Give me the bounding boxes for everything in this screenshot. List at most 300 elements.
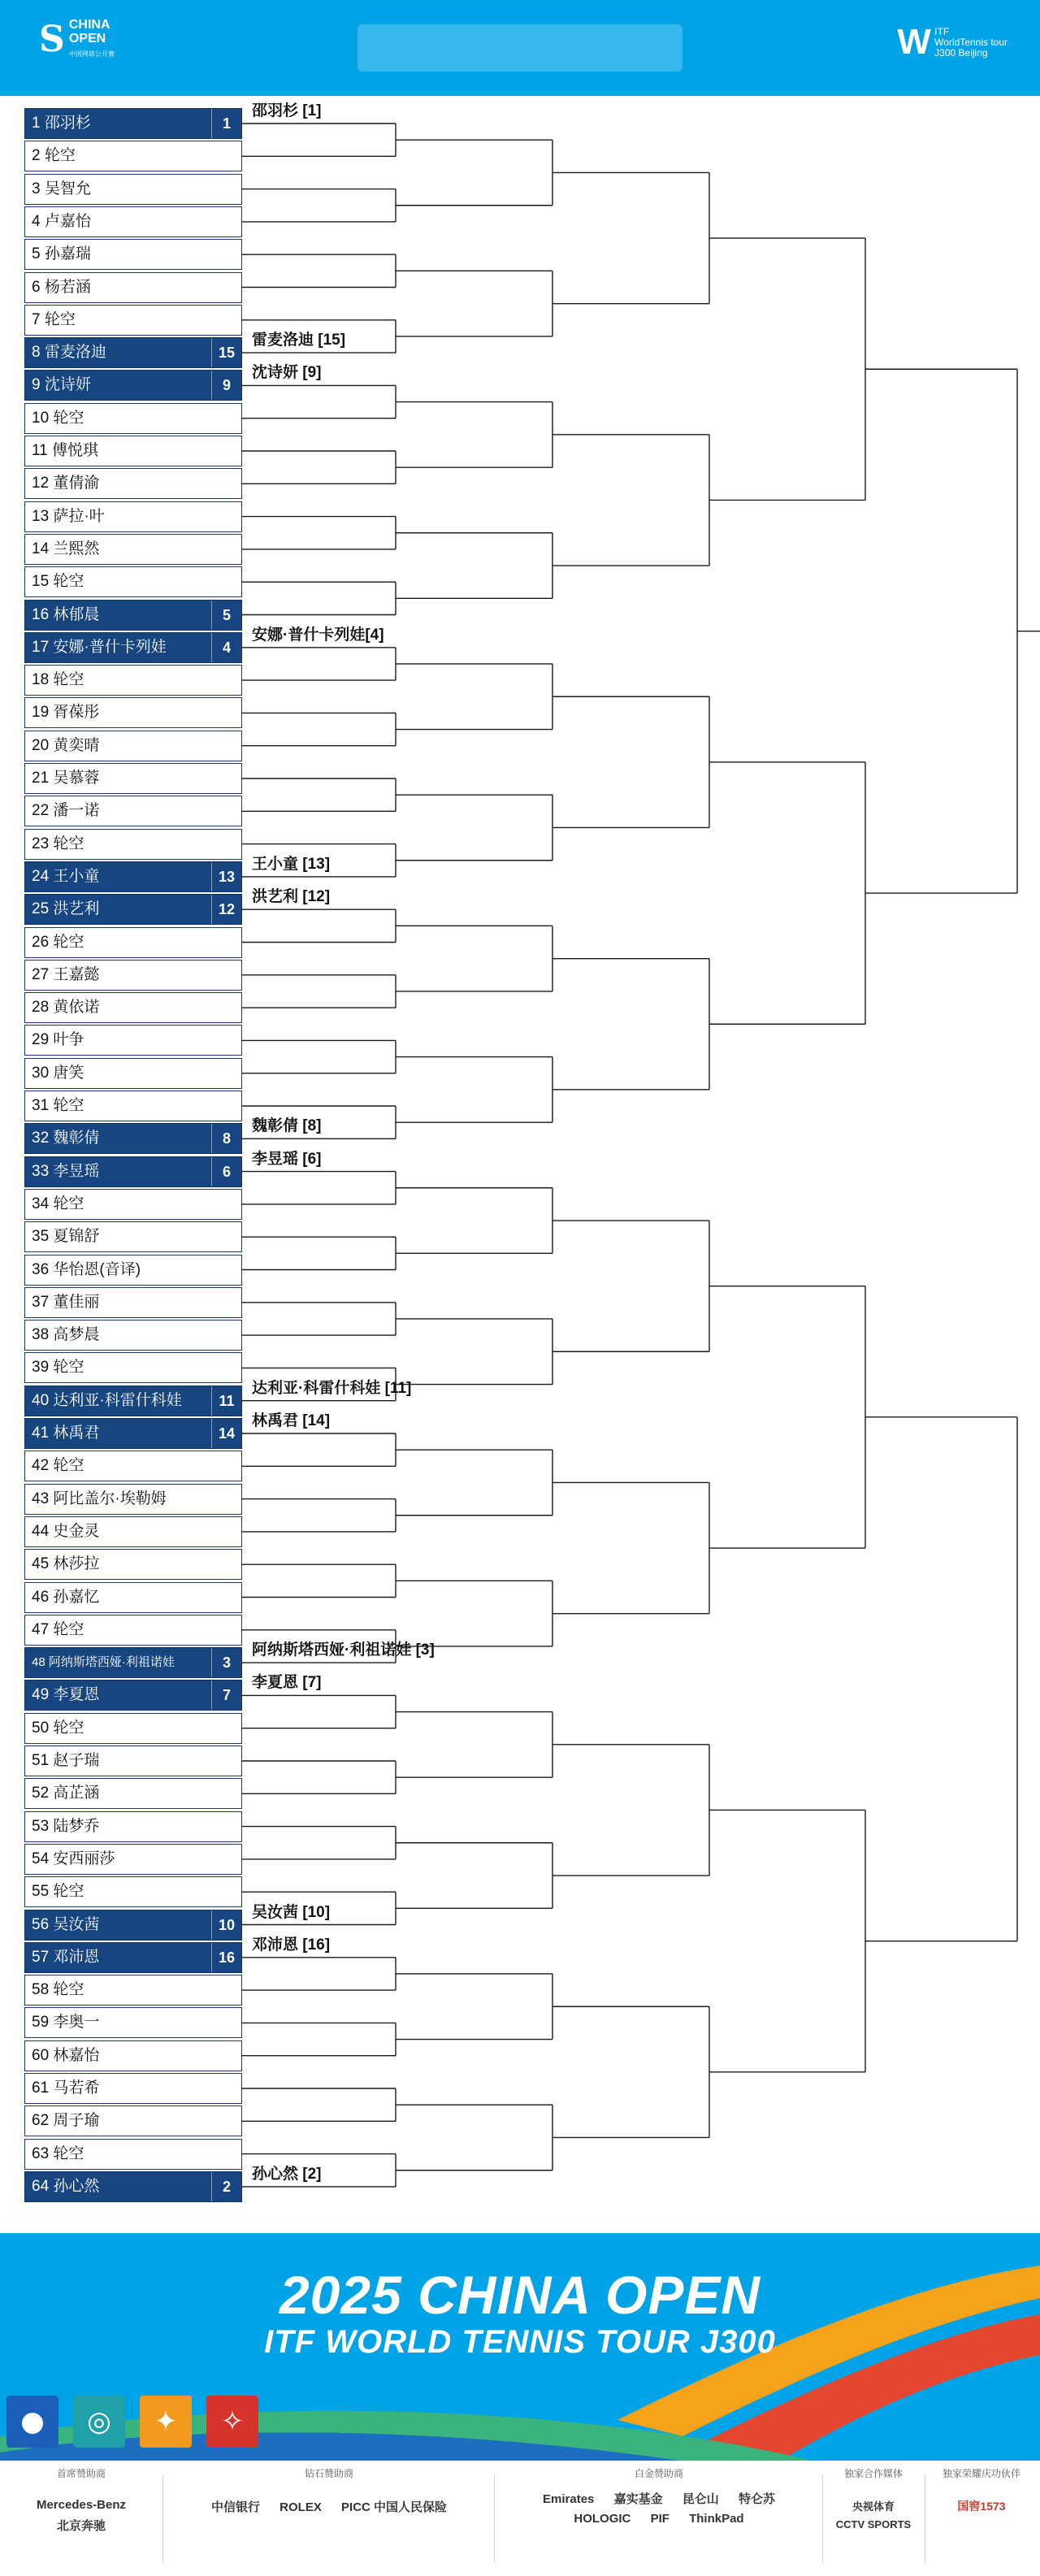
player-name <box>32 633 167 662</box>
draw-slot[interactable] <box>24 1221 242 1252</box>
draw-slot[interactable] <box>24 1189 242 1220</box>
draw-slot[interactable] <box>24 108 242 139</box>
sponsor-logo-kunlunshan[interactable]: 昆仑山 <box>682 2492 719 2506</box>
sponsor-group-title <box>8 2467 154 2569</box>
logo-line1: CHINA <box>68 18 110 32</box>
draw-position: 6 <box>32 278 41 296</box>
player-name-text: 轮空 <box>53 573 84 591</box>
draw-slot[interactable] <box>24 174 242 205</box>
player-name-text: 林嘉怡 <box>53 2046 100 2064</box>
sponsor-group-platinum <box>500 2467 817 2569</box>
player-figure-icon: ✦ <box>140 2396 192 2448</box>
draw-slot[interactable] <box>24 1418 242 1449</box>
advancer-label: 雷麦洛迪 [15] <box>252 332 346 349</box>
sponsor-caption: 白金赞助商 <box>634 2468 683 2479</box>
player-name-text: 王小童 <box>53 867 100 885</box>
draw-slot[interactable] <box>24 1484 242 1515</box>
draw-slot[interactable] <box>24 2040 242 2071</box>
itf-line1: ITF <box>934 25 950 37</box>
player-name-text: 林禹君 <box>53 1425 100 1442</box>
draw-slot[interactable] <box>24 206 242 237</box>
draw-position: 47 <box>32 1620 50 1638</box>
draw-position: 21 <box>32 770 50 787</box>
logo-subtitle: 中国网球公开赛 <box>68 50 115 58</box>
seed-badge: 2 <box>211 2172 241 2201</box>
player-name <box>32 1419 99 1448</box>
draw-position: 19 <box>32 704 50 722</box>
seed-badge: 4 <box>211 633 241 662</box>
draw-slot[interactable] <box>24 239 242 270</box>
player-name <box>32 1615 84 1645</box>
draw-slot[interactable] <box>24 370 242 401</box>
player-name <box>32 2041 99 2071</box>
draw-slot[interactable] <box>24 1975 242 2006</box>
draw-slot[interactable] <box>24 1025 242 1056</box>
draw-position: 38 <box>32 1326 50 1344</box>
draw-slot[interactable] <box>24 1287 242 1318</box>
player-name-text: 轮空 <box>53 671 84 689</box>
draw-position: 53 <box>32 1817 50 1835</box>
draw-slot[interactable] <box>24 829 242 860</box>
player-name-text: 王嘉懿 <box>53 965 100 983</box>
player-name <box>32 2074 99 2103</box>
draw-position: 31 <box>32 1097 50 1114</box>
player-name <box>32 1485 167 1514</box>
draw-position: 34 <box>32 1195 50 1212</box>
player-name <box>32 731 99 761</box>
player-name-text: 夏锦舒 <box>53 1228 100 1246</box>
draw-position: 64 <box>32 2177 50 2195</box>
player-name-text: 阿比盖尔·埃勒姆 <box>53 1490 167 1507</box>
draw-slot[interactable] <box>24 1876 242 1907</box>
draw-position: 5 <box>32 245 41 263</box>
sponsor-caption: 首席赞助商 <box>56 2468 106 2479</box>
draw-slot[interactable] <box>24 566 242 597</box>
draw-position: 62 <box>32 2112 50 2130</box>
draw-slot[interactable] <box>24 337 242 368</box>
player-name-text: 李昱瑶 <box>53 1162 100 1180</box>
sponsor-caption: 独家合作媒体 <box>843 2468 903 2479</box>
advancer-label: 邓沛恩 [16] <box>252 1936 331 1954</box>
advancer-label: 李昱瑶 [6] <box>252 1150 322 1168</box>
player-name-text: 轮空 <box>53 1097 84 1114</box>
draw-slot[interactable] <box>24 1844 242 1875</box>
sponsor-logo-bbac[interactable]: 北京奔驰 <box>56 2519 106 2533</box>
player-name-text: 达利亚·科雷什科娃 <box>53 1391 182 1409</box>
draw-position: 26 <box>32 933 50 951</box>
sponsor-logo-cctv[interactable]: 央视体育 <box>852 2500 895 2513</box>
advancer-label: 魏彰倩 [8] <box>252 1117 322 1135</box>
player-name <box>32 895 99 924</box>
itf-line2: WorldTennis tour <box>934 36 1008 48</box>
sponsor-caption: 独家荣耀庆功伙伴 <box>942 2468 1020 2479</box>
draw-position: 41 <box>32 1425 50 1442</box>
draw-position: 50 <box>32 1719 50 1737</box>
advancer-label: 阿纳斯塔西娅·利祖诺娃 [3] <box>252 1641 435 1659</box>
draw-slot[interactable] <box>24 1091 242 1121</box>
seed-badge: 11 <box>211 1386 241 1416</box>
draw-position: 12 <box>32 475 50 492</box>
player-name <box>32 1255 141 1285</box>
player-name <box>32 1583 99 1612</box>
player-name <box>32 469 99 498</box>
player-name <box>32 666 84 695</box>
seed-badge: 1 <box>211 109 241 138</box>
player-name <box>32 1026 84 1055</box>
tennis-ball-icon: ● <box>6 2396 58 2448</box>
player-name <box>32 1943 99 1972</box>
draw-slot[interactable] <box>24 894 242 925</box>
draw-slot[interactable] <box>24 927 242 958</box>
player-name-text: 黄奕晴 <box>53 736 100 754</box>
player-name <box>32 1157 99 1186</box>
player-name <box>32 2008 99 2037</box>
player-name-text: 轮空 <box>53 1883 84 1901</box>
player-name <box>32 1680 99 1710</box>
sponsor-group-diamond <box>171 2467 488 2569</box>
draw-position: 3 <box>32 180 41 197</box>
sponsor-logo-mercedes[interactable]: Mercedes-Benz <box>36 2498 127 2512</box>
player-name <box>32 436 98 466</box>
draw-slot[interactable] <box>24 632 242 663</box>
sponsor-logo-guojiao[interactable]: 国窖1573 <box>957 2500 1006 2513</box>
seed-badge: 3 <box>211 1648 241 1677</box>
player-name <box>32 830 84 859</box>
draw-position: 23 <box>32 835 50 852</box>
player-name-text: 董倩渝 <box>53 475 100 492</box>
sponsor-logo-citic[interactable]: 中信银行 <box>210 2500 260 2514</box>
draw-slot[interactable] <box>24 1680 242 1711</box>
advancer-label: 安娜·普什卡列娃[4] <box>252 626 384 644</box>
player-name-text: 安西丽莎 <box>53 1850 115 1867</box>
draw-position: 10 <box>32 409 50 427</box>
footer-title-line2: ITF WORLD TENNIS TOUR J300 <box>264 2324 776 2360</box>
seed-badge: 9 <box>211 371 241 400</box>
draw-slot[interactable] <box>24 861 242 892</box>
draw-slot[interactable] <box>24 403 242 434</box>
player-name <box>32 928 84 957</box>
player-name <box>32 2172 99 2201</box>
draw-slot[interactable] <box>24 796 242 826</box>
player-name-text: 李夏恩 <box>53 1686 100 1704</box>
draw-slot[interactable] <box>24 731 242 761</box>
player-name <box>32 1321 99 1350</box>
draw-slot[interactable] <box>24 960 242 991</box>
draw-slot[interactable] <box>24 1713 242 1744</box>
advancer-label: 孙心然 [2] <box>252 2165 322 2183</box>
player-name <box>32 764 99 793</box>
player-name-text: 兰熙然 <box>53 540 100 557</box>
draw-slot[interactable] <box>24 1647 242 1678</box>
seed-badge: 12 <box>211 895 241 924</box>
player-name-text: 轮空 <box>53 835 84 852</box>
sponsor-logo-thinkpad[interactable]: ThinkPad <box>689 2512 744 2526</box>
player-name <box>32 1877 84 1906</box>
draw-position: 61 <box>32 2079 50 2097</box>
player-name <box>32 1845 115 1874</box>
seed-badge: 10 <box>211 1910 241 1940</box>
draw-slot[interactable] <box>24 1778 242 1809</box>
player-name <box>32 2140 84 2169</box>
draw-slot[interactable] <box>24 1058 242 1089</box>
draw-slot[interactable] <box>24 534 242 565</box>
draw-position: 27 <box>32 965 50 983</box>
player-name <box>32 1812 99 1841</box>
advancer-label: 邵羽杉 [1] <box>252 102 322 119</box>
player-name <box>32 1779 99 1808</box>
draw-position: 9 <box>32 376 41 394</box>
sponsor-group-media <box>826 2467 921 2569</box>
player-name <box>32 698 99 727</box>
player-name-text: 轮空 <box>44 147 76 165</box>
draw-slot[interactable] <box>24 1549 242 1580</box>
player-name-text: 轮空 <box>53 1195 84 1212</box>
draw-slot[interactable] <box>24 1451 242 1481</box>
player-name-text: 轮空 <box>53 933 84 951</box>
advancer-label: 李夏恩 [7] <box>252 1674 322 1692</box>
draw-position: 40 <box>32 1391 50 1409</box>
player-name <box>32 1091 84 1121</box>
sponsor-caption: 钻石赞助商 <box>304 2468 353 2479</box>
player-name-text: 林莎拉 <box>53 1555 100 1573</box>
racket-player-icon: ✧ <box>206 2396 258 2448</box>
draw-position: 46 <box>32 1588 50 1606</box>
draw-position: 17 <box>32 638 50 656</box>
player-name-text: 唐笑 <box>53 1064 84 1082</box>
player-name <box>32 1222 99 1251</box>
player-name <box>32 2106 99 2136</box>
itf-w-icon: W <box>897 22 931 62</box>
player-name-text: 周子瑜 <box>53 2112 100 2130</box>
player-name-text: 沈诗妍 <box>44 376 91 394</box>
player-name <box>32 1059 84 1088</box>
draw-slot[interactable] <box>24 1156 242 1187</box>
player-name-text: 轮空 <box>53 409 84 427</box>
draw-position: 14 <box>32 540 50 557</box>
seed-badge: 5 <box>211 601 241 630</box>
player-name <box>32 862 99 891</box>
seed-badge: 13 <box>211 862 241 891</box>
player-name <box>32 404 84 433</box>
player-name <box>32 993 99 1022</box>
advancer-label: 洪艺利 [12] <box>252 888 331 906</box>
draw-position: 44 <box>32 1522 50 1540</box>
sponsor-logo-pif[interactable]: PIF <box>650 2512 670 2526</box>
draw-position: 20 <box>32 736 50 754</box>
player-name-text: 轮空 <box>53 1620 84 1638</box>
draw-position: 13 <box>32 507 50 525</box>
draw-position: 42 <box>32 1457 50 1475</box>
footer-banner <box>0 2233 1040 2576</box>
sponsor-logo-rolex[interactable]: ROLEX <box>280 2500 322 2514</box>
sponsor-logo-telunsu[interactable]: 特仑苏 <box>738 2492 775 2506</box>
player-name <box>32 306 76 335</box>
player-name <box>32 207 91 236</box>
draw-position: 2 <box>32 147 41 165</box>
seed-badge: 14 <box>211 1419 241 1448</box>
advancer-label: 达利亚·科雷什科娃 [11] <box>252 1379 412 1397</box>
draw-slot[interactable] <box>24 2139 242 2170</box>
player-name-text: 孙心然 <box>53 2177 100 2195</box>
sponsor-divider <box>162 2475 163 2563</box>
player-name <box>32 1124 99 1153</box>
sponsor-logo-picc[interactable]: PICC 中国人民保险 <box>341 2500 448 2514</box>
draw-position: 8 <box>32 344 41 362</box>
draw-slot[interactable] <box>24 1516 242 1547</box>
draw-position: 56 <box>32 1915 50 1933</box>
advancer-label: 沈诗妍 [9] <box>252 364 322 382</box>
draw-position: 7 <box>32 310 41 328</box>
player-name-text: 华怡恩(音译) <box>53 1260 141 1278</box>
draw-slot[interactable] <box>24 1942 242 1973</box>
player-name <box>32 141 76 171</box>
draw-slot[interactable] <box>24 1811 242 1842</box>
player-name-text: 潘一诺 <box>53 802 100 820</box>
player-name-text: 阿纳斯塔西娅·利祖诺娃 <box>48 1655 175 1670</box>
draw-slot[interactable] <box>24 1255 242 1286</box>
player-name-text: 萨拉·叶 <box>53 507 105 525</box>
player-name-text: 董佳丽 <box>53 1293 100 1311</box>
advancer-label: 吴汝茜 [10] <box>252 1903 331 1921</box>
draw-slot[interactable] <box>24 1386 242 1416</box>
draw-position: 36 <box>32 1260 50 1278</box>
draw-slot[interactable] <box>24 436 242 466</box>
player-name-text: 轮空 <box>53 1359 84 1377</box>
itf-line3: J300 Beijing <box>934 46 988 59</box>
draw-position: 45 <box>32 1555 50 1573</box>
draw-slot[interactable] <box>24 2007 242 2038</box>
seed-badge: 16 <box>211 1943 241 1972</box>
player-name-text: 孙嘉忆 <box>53 1588 100 1606</box>
draw-slot[interactable] <box>24 1746 242 1776</box>
draw-slot[interactable] <box>24 665 242 696</box>
player-name <box>32 371 91 400</box>
draw-position: 51 <box>32 1752 50 1769</box>
player-name-text: 胥葆彤 <box>53 704 100 722</box>
seed-badge: 15 <box>211 338 241 367</box>
draw-slot[interactable] <box>24 1123 242 1154</box>
player-name-text: 洪艺利 <box>53 900 100 918</box>
draw-slot[interactable] <box>24 1320 242 1351</box>
draw-position: 52 <box>32 1785 50 1802</box>
player-name <box>32 601 99 630</box>
draw-position: 15 <box>32 573 50 591</box>
player-name-text: 孙嘉瑞 <box>44 245 91 263</box>
sponsor-divider <box>822 2475 823 2563</box>
draw-slot[interactable] <box>24 2171 242 2202</box>
draw-slot[interactable] <box>24 2073 242 2104</box>
player-name <box>32 1190 84 1219</box>
footer-title-line1: 2025 CHINA OPEN <box>279 2265 761 2325</box>
player-name-text: 魏彰倩 <box>53 1130 100 1147</box>
draw-position: 1 <box>32 115 41 132</box>
draw-position: 63 <box>32 2144 50 2162</box>
player-name-text: 史金灵 <box>53 1522 100 1540</box>
player-name-text: 邵羽杉 <box>44 115 91 132</box>
china-open-swoosh-icon: S <box>39 18 65 60</box>
draw-slot[interactable] <box>24 697 242 728</box>
draw-slot[interactable] <box>24 1910 242 1941</box>
player-name-text: 马若希 <box>53 2079 100 2097</box>
player-name <box>32 796 99 826</box>
draw-slot[interactable] <box>24 1582 242 1613</box>
player-name-text: 高芷涵 <box>53 1785 100 1802</box>
draw-slot[interactable] <box>24 141 242 171</box>
draw-slot[interactable] <box>24 1615 242 1646</box>
advancer-label: 王小童 [13] <box>252 855 331 873</box>
draw-slot[interactable] <box>24 305 242 336</box>
player-name-text: 杨若涵 <box>44 278 91 296</box>
draw-position: 58 <box>32 1981 50 1999</box>
player-name <box>32 1714 84 1743</box>
player-name-text: 安娜·普什卡列娃 <box>53 638 167 656</box>
draw-slot[interactable] <box>24 600 242 631</box>
player-name-text: 陆梦乔 <box>53 1817 100 1835</box>
advancer-label: 林禹君 [14] <box>252 1412 331 1429</box>
player-name-text: 黄依诺 <box>53 999 100 1017</box>
draw-position: 29 <box>32 1031 50 1049</box>
player-name-text: 吴智允 <box>44 180 91 197</box>
ring-icon: ◎ <box>73 2396 125 2448</box>
player-name-text: 李奥一 <box>53 2014 100 2032</box>
player-name-text: 叶争 <box>53 1031 84 1049</box>
sponsor-group-celebration <box>926 2467 1037 2569</box>
player-name <box>32 175 91 204</box>
player-name-text: 轮空 <box>53 2144 84 2162</box>
sponsor-logo-emirates[interactable]: Emirates <box>543 2492 595 2506</box>
draw-slot[interactable] <box>24 992 242 1023</box>
player-name <box>32 535 99 564</box>
draw-position: 49 <box>32 1686 50 1704</box>
draw-slot[interactable] <box>24 272 242 303</box>
player-name <box>32 240 91 269</box>
player-name <box>32 1975 84 2005</box>
seed-badge: 6 <box>211 1157 241 1186</box>
draw-position: 24 <box>32 867 50 885</box>
player-name-text: 轮空 <box>53 1719 84 1737</box>
player-name-text: 雷麦洛迪 <box>44 344 106 362</box>
player-name <box>32 1386 182 1416</box>
player-name <box>32 1517 99 1546</box>
player-name-text: 高梦晨 <box>53 1326 100 1344</box>
sponsor-logo-harvest[interactable]: 嘉实基金 <box>613 2492 663 2506</box>
player-name <box>32 502 105 531</box>
draw-slot[interactable] <box>24 2105 242 2136</box>
player-name <box>32 338 106 367</box>
draw-position: 22 <box>32 802 50 820</box>
player-name-text: 邓沛恩 <box>53 1948 100 1966</box>
sponsor-logo-cctv-sports[interactable]: CCTV SPORTS <box>835 2518 912 2530</box>
sponsor-logo-hologic[interactable]: HOLOGIC <box>574 2512 631 2526</box>
draw-position: 28 <box>32 999 50 1017</box>
draw-slot[interactable] <box>24 763 242 794</box>
draw-position: 11 <box>32 442 48 459</box>
draw-position: 4 <box>32 212 41 230</box>
player-name <box>32 109 91 138</box>
draw-position: 25 <box>32 900 50 918</box>
player-name-text: 轮空 <box>53 1981 84 1999</box>
draw-slot[interactable] <box>24 1352 242 1383</box>
draw-position: 30 <box>32 1064 50 1082</box>
draw-slot[interactable] <box>24 501 242 532</box>
player-name-text: 轮空 <box>44 310 76 328</box>
player-name <box>32 1451 84 1481</box>
draw-position: 57 <box>32 1948 50 1966</box>
draw-position: 37 <box>32 1293 50 1311</box>
draw-position: 16 <box>32 605 50 623</box>
footer-title <box>0 2266 1040 2360</box>
draw-slot[interactable] <box>24 468 242 499</box>
